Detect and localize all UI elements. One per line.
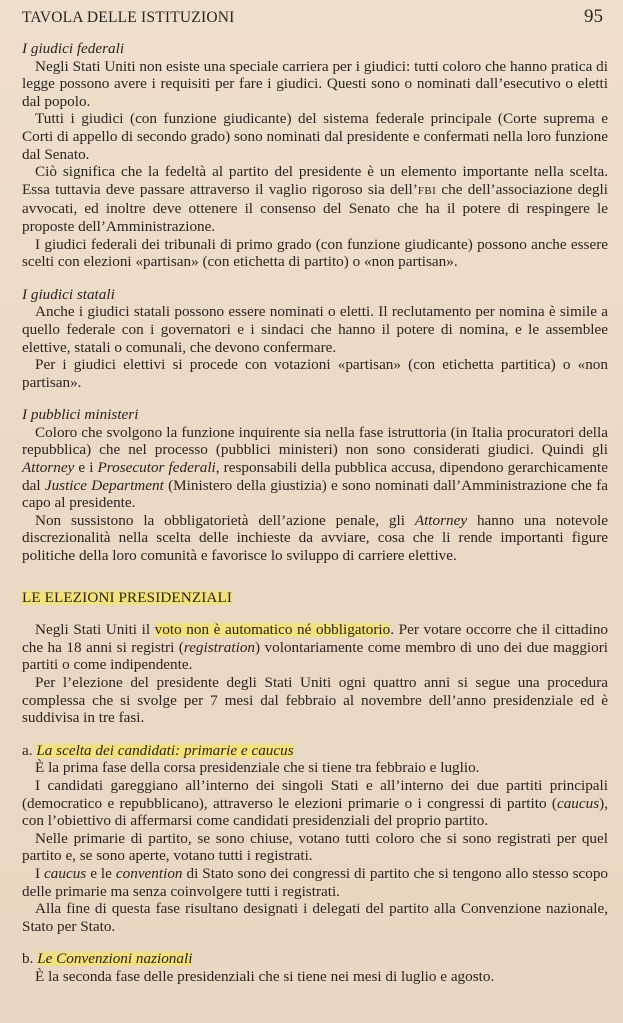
italic-term: Attorney [22,459,75,477]
paragraph: I giudici federali dei tribunali di primo grado (con funzione giudicante) possono anche essere scelti con elezioni «partisan» (con etichetta di partito) o «non partisan». [22,235,608,271]
paragraph: Negli Stati Uniti non esiste una speciale carriera per i giudici: tutti coloro che hanno pratica di legge possono avere i requisiti per fare i giudici. Questi sono o nominati dall’esecutivo o eletti dal popolo. [22,57,608,110]
text-run: I candidati gareggiano all’interno dei singoli Stati e all’interno dei due partiti principali (democratico e repubblicano), attraverso le elezioni primarie o i congressi di partito ( [22,776,608,812]
text-run: (Ministero della giustizia) e sono nominati dall’Amministrazione che fa capo al presidente. [22,476,608,512]
text-run: ), con l’obiettivo di affermarsi come candidati presidenziali del proprio partito. [22,794,608,830]
paragraph: Per l’elezione del presidente degli Stati Uniti ogni quattro anni si segue una procedura complessa che si svolge per 7 mesi dal febbraio al novembre dell’anno presidenziale ed è suddivisa in tre fasi. [22,674,608,727]
italic-term: Justice Department [44,476,164,494]
text-run: I [35,864,45,882]
text-run: hanno una notevole discrezionalità nella scelta delle inchieste da avviare, cosa che li rende importanti figure politiche della loro comunità e favorisce lo sviluppo di carriere elettive. [22,511,609,565]
subsection-heading-phase-b [22,950,608,968]
section-heading-state-judges: I giudici statali [22,285,115,303]
paragraph: È la seconda fase delle presidenziali che si tiene nei mesi di luglio e agosto. [35,967,495,985]
text-run: Ciò significa che la fedeltà al partito del presidente è un elemento importante nella scelta. Essa tuttavia deve passare attraverso il vaglio rigoroso sia dell’ [22,163,608,198]
highlighted-heading: La scelta dei candidati: primarie e caucus [36,741,294,759]
text-run: e le [86,864,116,882]
text-run: di Stato sono dei congressi di partito che si tengono allo stesso scopo delle primarie ma senza coinvolgere tutti i registrati. [22,864,609,900]
italic-term: Attorney [414,511,468,529]
paragraph [22,424,608,512]
paragraph: Nelle primarie di partito, se sono chiuse, votano tutti coloro che si sono registrati per quel partito e, se sono aperte, votano tutti i registrati. [22,829,608,865]
highlighted-heading: LE ELEZIONI PRESIDENZIALI [22,588,233,606]
running-head-title: TAVOLA DELLE ISTITUZIONI [22,9,235,26]
paragraph [22,163,608,235]
list-label: a. [22,741,37,759]
italic-term: registration [183,638,256,656]
paragraph: Alla fine di questa fase risultano designati i delegati del partito alla Convenzione nazionale, Stato per Stato. [22,900,608,935]
text-run: Negli Stati Uniti il [35,621,155,639]
text-run: , responsabili della pubblica accusa, dipendono gerarchicamente dal [22,459,608,494]
page-body [22,40,608,986]
subsection-heading-phase-a [22,742,608,760]
italic-term: caucus [44,864,87,882]
text-run: Non sussistono la obbligatorietà dell’azione penale, gli [35,511,415,529]
italic-term: convention [115,864,183,882]
list-label: b. [22,950,38,968]
italic-term: caucus [556,794,600,812]
paragraph: Anche i giudici statali possono essere nominati o eletti. Il reclutamento per nomina è simile a quello federale con i governatori e i sindaci che hanno il potere di nomina, e le assemblee elettive, statali o comunali, che devono confermare. [22,303,608,356]
text-run: . Per votare occorre che il cittadino che ha 18 anni si registri ( [22,621,609,656]
paragraph [22,777,608,830]
text-run: ) volontariamente come membro di uno dei due maggiori partiti o come indipendente. [22,638,609,674]
paragraph: È la prima fase della corsa presidenziale che si tiene tra febbraio e luglio. [35,759,480,777]
section-heading-prosecutors: I pubblici ministeri [22,406,139,424]
fbi-abbreviation: FBI [417,184,437,197]
paragraph [22,621,608,674]
text-run: Coloro che svolgono la funzione inquirente sia nella fase istruttoria (in Italia procuratori della repubblica) che nel processo (pubblici ministeri) non sono considerati giudici. Quindi gli [22,423,608,459]
text-run: che dell’associazione degli avvocati, ed inoltre deve ottenere il consenso del Senato che ha il potere di respingere le proposte dell’Amministrazione. [22,180,608,235]
paragraph: Tutti i giudici (con funzione giudicante) del sistema federale principale (Corte suprema e Corti di appello di secondo grado) sono nominati dal presidente e confermati nella loro funzione dal Senato. [22,110,608,163]
paragraph [22,865,608,900]
italic-term: Prosecutor federali [97,459,216,477]
text-run: e i [74,459,98,477]
paragraph: Per i giudici elettivi si procede con votazioni «partisan» (con etichetta partitica) o «non partisan». [22,356,608,391]
page-number: 95 [584,6,603,27]
highlighted-text: voto non è automatico né obbligatorio [154,621,391,639]
section-heading-federal-judges: I giudici federali [22,40,125,57]
paragraph [22,512,608,565]
highlighted-heading: Le Convenzioni nazionali [37,950,193,968]
running-head [22,6,609,28]
chapter-heading [22,589,608,607]
